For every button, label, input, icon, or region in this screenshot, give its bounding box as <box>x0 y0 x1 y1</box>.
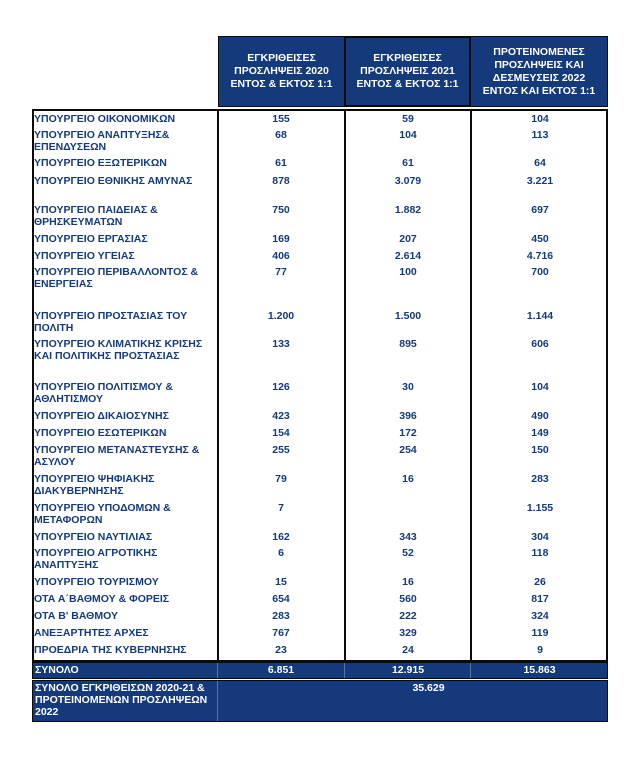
row-name: ΥΠΟΥΡΓΕΙΟ ΕΡΓΑΣΙΑΣ <box>34 233 148 245</box>
total-row <box>32 662 608 679</box>
row-value-2021: 207 <box>399 233 417 245</box>
row-value-2022: 118 <box>531 547 549 559</box>
row-value-2020: 878 <box>272 175 290 187</box>
row-value-2020: 654 <box>272 593 290 605</box>
row-value-2022: 26 <box>534 576 546 588</box>
row-value-2020: 283 <box>272 610 290 622</box>
row-name: ΑΝΕΞΑΡΤΗΤΕΣ ΑΡΧΕΣ <box>34 627 149 639</box>
row-value-2021: 24 <box>402 644 414 656</box>
row-value-2021: 560 <box>399 593 417 605</box>
row-value-2022: 9 <box>537 644 543 656</box>
row-value-2020: 1.200 <box>267 310 295 322</box>
row-name: ΥΠΟΥΡΓΕΙΟ ΥΠΟΔΟΜΩΝ & ΜΕΤΑΦΟΡΩΝ <box>34 502 171 526</box>
row-name: ΥΠΟΥΡΓΕΙΟ ΕΞΩΤΕΡΙΚΩΝ <box>34 157 167 169</box>
total-2021: 12.915 <box>391 664 425 676</box>
row-value-2021: 172 <box>399 427 417 439</box>
row-value-2020: 23 <box>275 644 287 656</box>
grand-total-divider <box>217 681 218 721</box>
row-value-2020: 255 <box>272 444 290 456</box>
row-name: ΥΠΟΥΡΓΕΙΟ ΠΑΙΔΕΙΑΣ & ΘΡΗΣΚΕΥΜΑΤΩΝ <box>34 204 158 228</box>
row-value-2021: 396 <box>399 410 417 422</box>
row-name: ΥΠΟΥΡΓΕΙΟ ΚΛΙΜΑΤΙΚΗΣ ΚΡΙΣΗΣ ΚΑΙ ΠΟΛΙΤΙΚΗΣ ΠΡΟΣΤΑΣΙΑΣ <box>34 338 203 362</box>
total-2022: 15.863 <box>523 664 556 676</box>
row-value-2020: 154 <box>272 427 290 439</box>
row-name: ΥΠΟΥΡΓΕΙΟ ΤΟΥΡΙΣΜΟΥ <box>34 576 159 588</box>
header-2022 <box>471 36 608 107</box>
row-value-2021: 30 <box>402 381 414 393</box>
row-value-2020: 61 <box>275 157 287 169</box>
header-line: ΠΡΟΣΛΗΨΕΙΣ ΚΑΙ <box>494 58 584 71</box>
row-value-2022: 119 <box>531 627 549 639</box>
header-line: ΠΡΟΤΕΙΝΟΜΕΝΕΣ <box>493 45 585 58</box>
row-name: ΥΠΟΥΡΓΕΙΟ ΨΗΦΙΑΚΗΣ ΔΙΑΚΥΒΕΡΝΗΣΗΣ <box>34 473 155 497</box>
header-line: ΕΓΚΡΙΘΕΙΣΕΣ <box>373 52 442 64</box>
row-value-2020: 423 <box>272 410 290 422</box>
row-value-2021: 329 <box>399 627 417 639</box>
row-name: ΥΠΟΥΡΓΕΙΟ ΕΣΩΤΕΡΙΚΩΝ <box>34 427 167 439</box>
row-value-2020: 155 <box>272 113 290 125</box>
total-divider <box>344 663 345 678</box>
header-line: ΕΝΤΟΣ ΚΑΙ ΕΚΤΟΣ 1:1 <box>482 84 596 97</box>
grand-total-value: 35.629 <box>412 682 445 694</box>
header-line: ΕΝΤΟΣ & ΕΚΤΟΣ 1:1 <box>356 78 459 90</box>
row-name: ΥΠΟΥΡΓΕΙΟ ΔΙΚΑΙΟΣΥΝΗΣ <box>34 410 169 422</box>
row-value-2022: 283 <box>531 473 549 485</box>
header-2021 <box>344 36 471 107</box>
row-value-2022: 490 <box>531 410 549 422</box>
header-2020 <box>218 36 344 107</box>
row-name: ΥΠΟΥΡΓΕΙΟ ΑΝΑΠΤΥΞΗΣ& ΕΠΕΝΔΥΣΕΩΝ <box>34 129 170 153</box>
row-value-2021: 61 <box>402 157 414 169</box>
row-value-2021: 52 <box>402 547 414 559</box>
row-value-2022: 104 <box>531 113 549 125</box>
row-value-2022: 3.221 <box>526 175 554 187</box>
row-value-2020: 126 <box>272 381 290 393</box>
row-value-2022: 1.155 <box>526 502 554 514</box>
row-name: ΥΠΟΥΡΓΕΙΟ ΠΟΛΙΤΙΣΜΟΥ & ΑΘΛΗΤΙΣΜΟΥ <box>34 381 173 405</box>
row-value-2021: 1.882 <box>394 204 422 216</box>
row-value-2022: 150 <box>531 444 549 456</box>
row-value-2020: 6 <box>278 547 284 559</box>
row-value-2022: 104 <box>531 381 549 393</box>
row-value-2021: 104 <box>399 129 417 141</box>
row-value-2020: 767 <box>272 627 290 639</box>
row-value-2022: 606 <box>531 338 549 350</box>
row-value-2020: 79 <box>275 473 287 485</box>
row-name: ΥΠΟΥΡΓΕΙΟ ΠΕΡΙΒΑΛΛΟΝΤΟΣ & ΕΝΕΡΓΕΙΑΣ <box>34 266 199 290</box>
row-name: ΥΠΟΥΡΓΕΙΟ ΟΙΚΟΝΟΜΙΚΩΝ <box>34 113 176 125</box>
header-line: ΠΡΟΣΛΗΨΕΙΣ 2021 <box>360 65 455 77</box>
row-name: ΠΡΟΕΔΡΙΑ ΤΗΣ ΚΥΒΕΡΝΗΣΗΣ <box>34 644 187 656</box>
row-value-2020: 169 <box>272 233 290 245</box>
row-value-2020: 15 <box>275 576 287 588</box>
row-value-2022: 64 <box>534 157 546 169</box>
row-value-2021: 222 <box>399 610 417 622</box>
row-value-2021: 16 <box>402 473 414 485</box>
header-line: ΔΕΣΜΕΥΣΕΙΣ 2022 <box>492 71 586 84</box>
row-value-2022: 149 <box>531 427 549 439</box>
row-name: ΥΠΟΥΡΓΕΙΟ ΜΕΤΑΝΑΣΤΕΥΣΗΣ & ΑΣΥΛΟΥ <box>34 444 200 468</box>
total-divider <box>217 663 218 678</box>
row-value-2020: 162 <box>272 531 290 543</box>
row-value-2020: 750 <box>272 204 290 216</box>
total-label: ΣΥΝΟΛΟ <box>35 664 79 676</box>
row-name: ΥΠΟΥΡΓΕΙΟ ΕΘΝΙΚΗΣ ΑΜΥΝΑΣ <box>34 175 193 187</box>
row-value-2022: 1.144 <box>526 310 554 322</box>
row-value-2022: 450 <box>531 233 549 245</box>
row-value-2021: 3.079 <box>394 175 422 187</box>
row-name: ΥΠΟΥΡΓΕΙΟ ΠΡΟΣΤΑΣΙΑΣ ΤΟΥ ΠΟΛΙΤΗ <box>34 310 188 334</box>
row-name: ΥΠΟΥΡΓΕΙΟ ΑΓΡΟΤΙΚΗΣ ΑΝΑΠΤΥΞΗΣ <box>34 547 158 571</box>
header-line: ΕΝΤΟΣ & ΕΚΤΟΣ 1:1 <box>230 78 333 90</box>
row-value-2022: 817 <box>531 593 549 605</box>
header-line: ΠΡΟΣΛΗΨΕΙΣ 2020 <box>234 65 329 77</box>
grand-total-label: ΣΥΝΟΛΟ ΕΓΚΡΙΘΕΙΣΩΝ 2020-21 & ΠΡΟΤΕΙΝΟΜΕΝΩΝ ΠΡΟΣΛΗΨΕΩΝ 2022 <box>35 682 208 718</box>
row-value-2021: 59 <box>402 113 414 125</box>
row-value-2020: 7 <box>278 502 284 514</box>
row-value-2020: 77 <box>275 266 287 278</box>
row-value-2022: 4.716 <box>526 250 554 262</box>
row-value-2022: 700 <box>531 266 549 278</box>
row-name: ΥΠΟΥΡΓΕΙΟ ΝΑΥΤΙΛΙΑΣ <box>34 531 153 543</box>
row-value-2021: 1.500 <box>394 310 422 322</box>
row-value-2021: 100 <box>399 266 417 278</box>
row-value-2022: 113 <box>531 129 549 141</box>
row-value-2021: 343 <box>399 531 417 543</box>
row-value-2021: 16 <box>402 576 414 588</box>
row-value-2022: 304 <box>531 531 549 543</box>
row-value-2022: 697 <box>531 204 549 216</box>
grand-total-row <box>32 680 608 722</box>
header-line: ΕΓΚΡΙΘΕΙΣΕΣ <box>247 52 316 64</box>
row-name: ΟΤΑ Α΄ΒΑΘΜΟΥ & ΦΟΡΕΙΣ <box>34 593 170 605</box>
row-value-2021: 254 <box>399 444 417 456</box>
row-value-2022: 324 <box>531 610 549 622</box>
row-value-2021: 895 <box>399 338 417 350</box>
row-name: ΟΤΑ Β' ΒΑΘΜΟΥ <box>34 610 118 622</box>
row-name: ΥΠΟΥΡΓΕΙΟ ΥΓΕΙΑΣ <box>34 250 135 262</box>
row-value-2020: 68 <box>275 129 287 141</box>
row-value-2020: 133 <box>272 338 290 350</box>
total-2020: 6.851 <box>267 664 295 676</box>
total-divider <box>470 663 471 678</box>
row-value-2020: 406 <box>272 250 290 262</box>
row-value-2021: 2.614 <box>394 250 422 262</box>
